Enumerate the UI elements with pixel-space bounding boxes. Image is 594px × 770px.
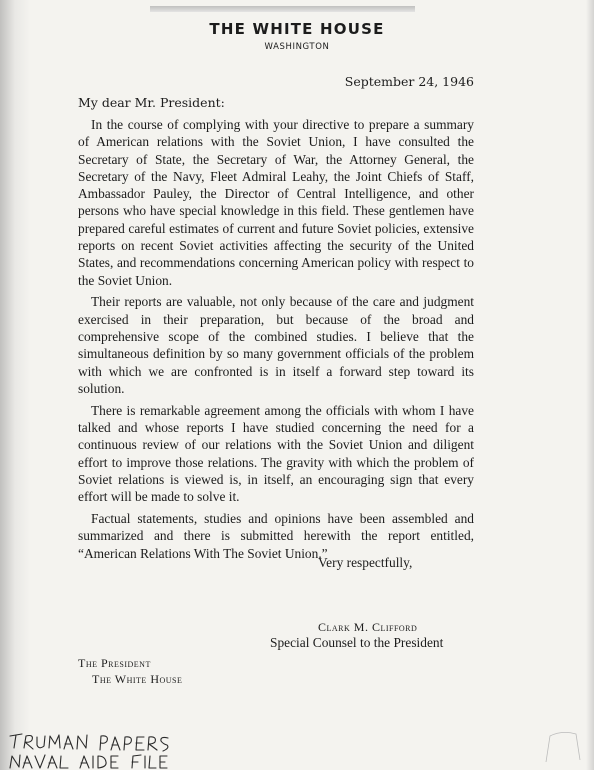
signature-name: Clark M. Clifford <box>318 620 418 634</box>
addressee-line-2: The White House <box>92 672 183 686</box>
scan-edge-left <box>0 0 30 770</box>
letterhead-title: THE WHITE HOUSE <box>209 20 385 38</box>
letterhead-location: WASHINGTON <box>264 42 330 52</box>
letter-date: September 24, 1946 <box>344 74 474 89</box>
signature-title: Special Counsel to the President <box>270 635 444 650</box>
handwritten-file-note <box>8 722 208 770</box>
body-paragraph: There is remarkable agreement among the officials with whom I have talked and whose reports I have studied concerning the need for a continuous review of our relations with the Soviet Union and diligent effort to improve those relations. The gravity with which the problem of Soviet relations is viewed is, in itself, an encouraging sign that every effort will be made to solve it. <box>78 402 474 505</box>
body-paragraph: Factual statements, studies and opinions have been assembled and summarized and there is submitted herewith the report entitled, “American Relations With The Soviet Union.” <box>78 511 474 561</box>
letter-body <box>78 116 474 566</box>
addressee-line-1: The President <box>78 656 151 670</box>
salutation: My dear Mr. President: <box>78 95 225 110</box>
body-paragraph: In the course of complying with your directive to prepare a summary of American relations with the Soviet Union, I have consulted the Secretary of State, the Secretary of War, the Attorney General, the Secretary of the Navy, Fleet Admiral Leahy, the Joint Chiefs of Staff, Ambassador Pauley, the Director of Central Intelligence, and other persons who have special knowledge in this field. These gentlemen have prepared careful estimates of current and future Soviet policies, extensive reports on recent Soviet activities affecting the security of the United States, and recommendations concerning American policy with respect to the Soviet Union. <box>78 117 474 288</box>
corner-scan-mark <box>542 726 584 766</box>
body-paragraph: Their reports are valuable, not only because of the care and judgment exercised in their preparation, but because of the broad and comprehensive scope of the combined studies. I believe that the simultaneous definition by so many government officials of the problem with which we are confronted is in itself a forward step toward its solution. <box>78 294 474 396</box>
closing: Very respectfully, <box>318 555 413 570</box>
scan-top-shadow <box>150 6 415 12</box>
scan-edge-right <box>586 0 594 770</box>
